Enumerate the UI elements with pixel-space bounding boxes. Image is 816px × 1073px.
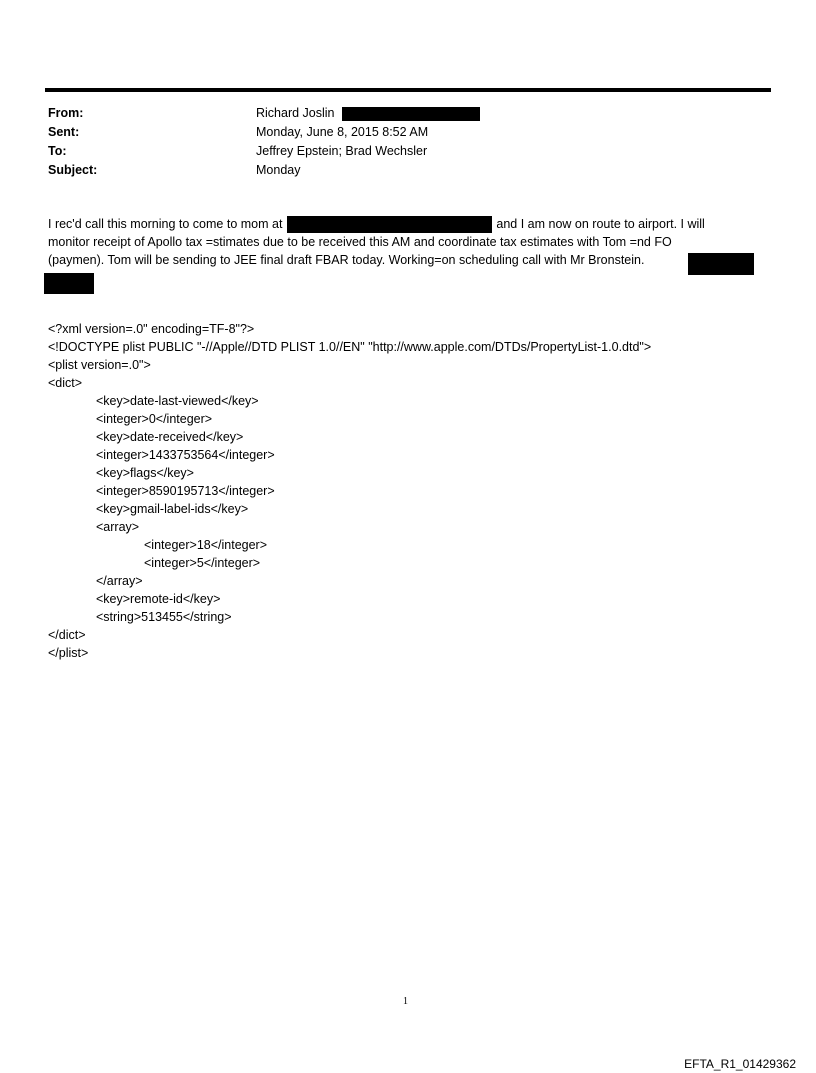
xml-line: <integer>0</integer> xyxy=(96,412,213,426)
xml-line: <key>date-last-viewed</key> xyxy=(96,394,259,408)
xml-line: <integer>1433753564</integer> xyxy=(96,448,275,462)
to-value: Jeffrey Epstein; Brad Wechsler xyxy=(256,144,428,158)
xml-line: <!DOCTYPE plist PUBLIC "-//Apple//DTD PLIST 1.0//EN" "http://www.apple.com/DTDs/PropertyList-1.0.dtd"> xyxy=(48,340,652,354)
redaction-box xyxy=(342,107,480,121)
header-rule xyxy=(45,88,771,92)
xml-line: <integer>18</integer> xyxy=(144,538,268,552)
xml-line: <integer>8590195713</integer> xyxy=(96,484,275,498)
page-number: 1 xyxy=(403,996,408,1007)
body-line-3 xyxy=(48,251,644,270)
xml-line: <array> xyxy=(96,520,140,534)
xml-line: </plist> xyxy=(48,646,89,660)
body-line-2: monitor receipt of Apollo tax =stimates due to be received this AM and coordinate tax estimates with Tom =nd FO xyxy=(48,235,672,249)
from-label: From: xyxy=(48,106,84,120)
from-value xyxy=(256,106,480,121)
sent-value: Monday, June 8, 2015 8:52 AM xyxy=(256,125,429,139)
redaction-box xyxy=(287,216,492,233)
xml-line: <integer>5</integer> xyxy=(144,556,261,570)
xml-line: <plist version=.0"> xyxy=(48,358,151,372)
subject-label: Subject: xyxy=(48,163,98,177)
xml-line: <key>flags</key> xyxy=(96,466,194,480)
xml-line: <?xml version=.0" encoding=TF-8"?> xyxy=(48,322,255,336)
redaction-box xyxy=(688,253,754,275)
body-line-3-text: (paymen). Tom will be sending to JEE final draft FBAR today. Working=on scheduling call with Mr Bronstein. xyxy=(48,253,645,267)
xml-line: </array> xyxy=(96,574,143,588)
document-id: EFTA_R1_01429362 xyxy=(684,1057,796,1071)
body-line-1-end: and I am now on route to airport. I will xyxy=(496,217,705,231)
redaction-box xyxy=(44,273,94,294)
xml-line: <key>remote-id</key> xyxy=(96,592,221,606)
body-line-1 xyxy=(48,215,705,234)
sent-label: Sent: xyxy=(48,125,80,139)
xml-line: <key>gmail-label-ids</key> xyxy=(96,502,249,516)
xml-line: <dict> xyxy=(48,376,83,390)
from-name: Richard Joslin xyxy=(256,106,335,120)
body-line-1-start: I rec'd call this morning to come to mom at xyxy=(48,217,283,231)
to-label: To: xyxy=(48,144,67,158)
subject-value: Monday xyxy=(256,163,301,177)
xml-line: <string>513455</string> xyxy=(96,610,232,624)
xml-line: <key>date-received</key> xyxy=(96,430,244,444)
xml-line: </dict> xyxy=(48,628,86,642)
